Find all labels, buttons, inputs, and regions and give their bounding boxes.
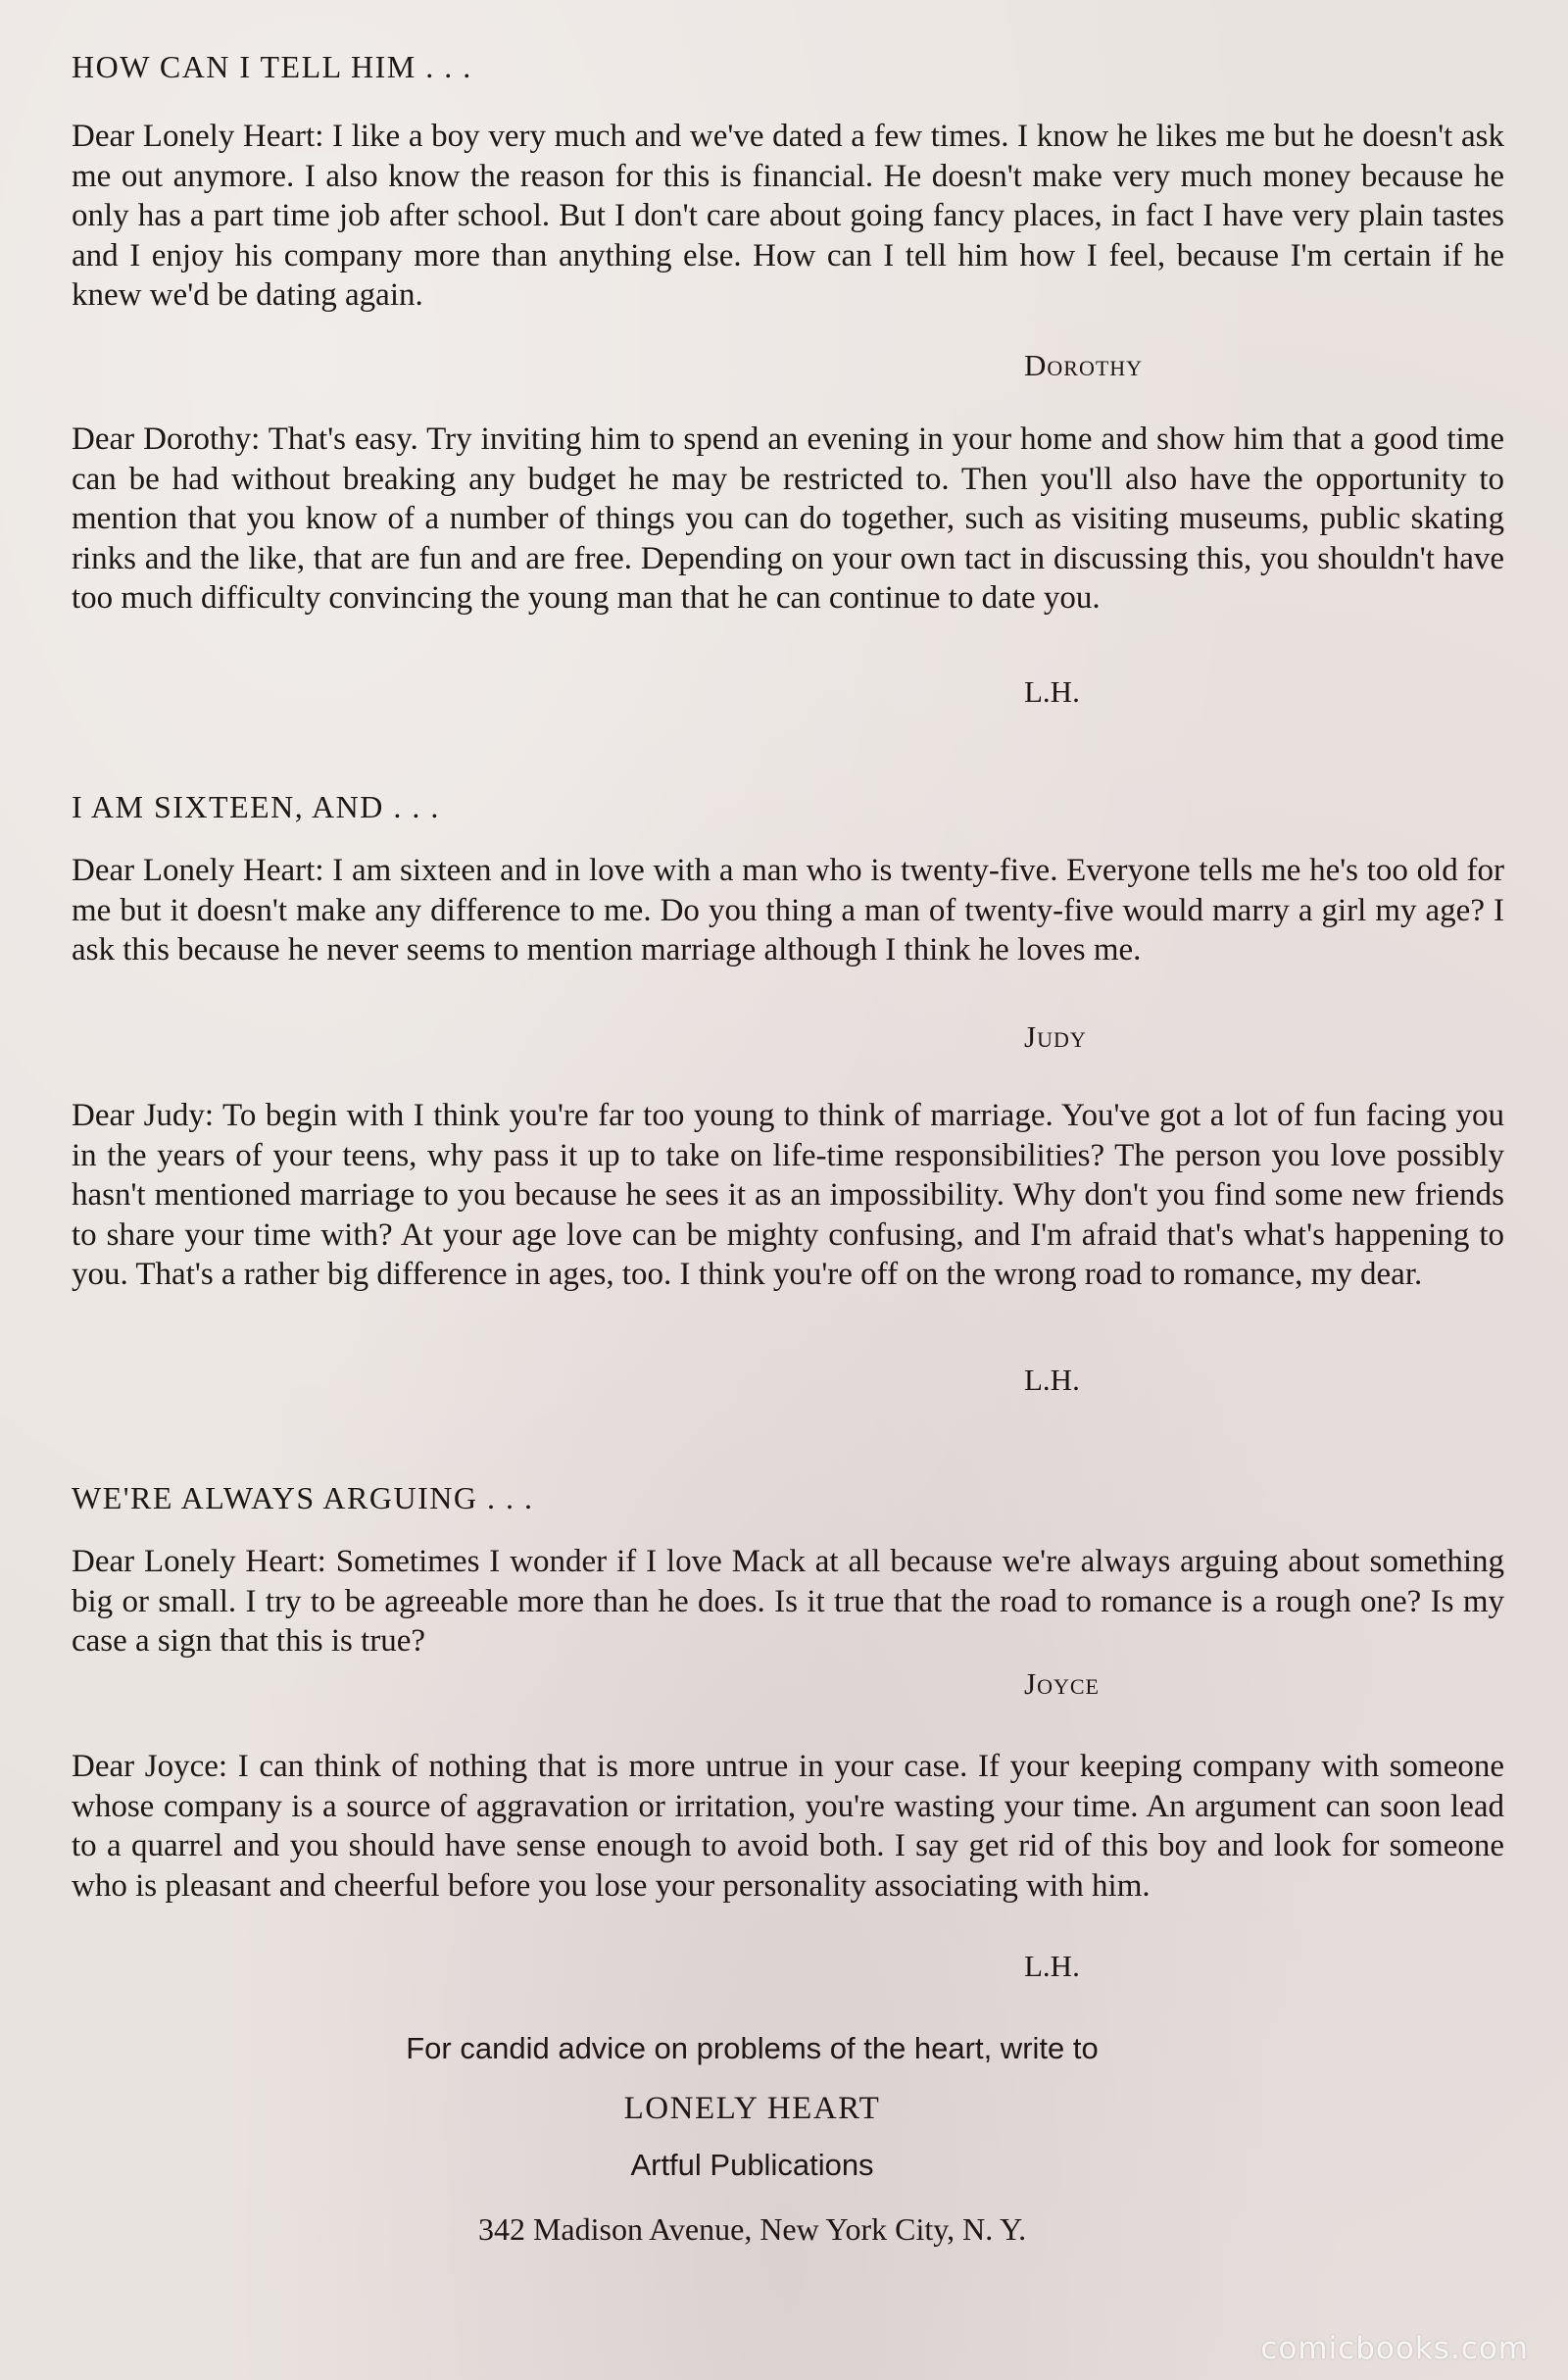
footer-intro: For candid advice on problems of the heart, write to [406,2031,1099,2065]
letter-1-question-salutation: Dear Lonely Heart: [72,119,324,154]
letter-3-question-body: Sometimes I wonder if I love Mack at all because we're always arguing about something big or small. I try to be agreeable more than he does. Is it true that the road to romance is a rough one? Is my case a sign that this is true? [72,1544,1504,1659]
footer-company: Artful Publications [630,2148,874,2182]
letter-3-answer-salutation: Dear Joyce: [72,1749,228,1784]
letter-1-answer-signature: L.H. [1024,674,1080,709]
site-watermark: comicbooks.com [1260,2331,1529,2366]
letter-1-answer [72,420,1504,619]
letter-2-heading: I AM SIXTEEN, AND . . . [72,789,440,824]
letter-3-question [72,1542,1504,1661]
footer-name: LONELY HEART [623,2091,881,2126]
letter-2-answer-signature: L.H. [1024,1363,1080,1397]
letter-1-question-body: I like a boy very much and we've dated a few times. I know he likes me but he doesn't ask me out anymore. I also know the reason for this is financial. He doesn't make very much money because he only has a part time job after school. But I don't care about going fancy places, in fact I have very plain tastes and I enjoy his company more than anything else. How can I tell him how I feel, because I'm certain if he knew we'd be dating again. [72,119,1504,313]
letter-2-question-signature: Judy [1024,1019,1087,1054]
letter-3-question-signature: Joyce [1024,1666,1100,1701]
letter-3-answer [72,1747,1504,1906]
letter-1-answer-body: That's easy. Try inviting him to spend an evening in your home and show him that a good time can be had without breaking any budget he may be restricted to. Then you'll also have the opportunity to mention that you know of a number of things you can do together, such as visiting museums, public skating rinks and the like, that are fun and are free. Depending on your own tact in discussing this, you shouldn't have too much difficulty convincing the young man that he can continue to date you. [72,421,1505,616]
letter-1-heading: HOW CAN I TELL HIM . . . [72,49,472,84]
letter-3-answer-body: I can think of nothing that is more untrue in your case. If your keeping company with someone whose company is a source of aggravation or irritation, you're wasting your time. An argument can soon lead to a quarrel and you should have sense enough to avoid both. I say get rid of this boy and look for someone who is pleasant and cheerful before you lose your personality associating with him. [72,1749,1505,1904]
letter-2-answer-salutation: Dear Judy: [72,1098,215,1133]
letter-2-question-body: I am sixteen and in love with a man who is twenty-five. Everyone tells me he's too old for me but it doesn't make any difference to me. Do you thing a man of twenty-five would marry a girl my age? I ask this because he never seems to mention marriage although I think he loves me. [72,853,1505,967]
letter-2-answer [72,1096,1504,1295]
letter-1-answer-salutation: Dear Dorothy: [72,421,261,457]
letter-3-answer-signature: L.H. [1024,1949,1080,1983]
letter-1-question [72,117,1504,316]
letter-2-question-salutation: Dear Lonely Heart: [72,853,324,888]
letter-2-answer-body: To begin with I think you're far too young to think of marriage. You've got a lot of fun facing you in the years of your teens, why pass it up to take on life-time responsibilities? The person you love possibly hasn't mentioned marriage to you because he sees it as an impossibility. Why don't you find some new friends to share your time with? At your age love can be mighty confusing, and I'm afraid that's what's happening to you. That's a rather big difference in ages, too. I think you're off on the wrong road to romance, my dear. [72,1098,1504,1292]
letter-1-question-signature: Dorothy [1024,348,1144,382]
footer-address: 342 Madison Avenue, New York City, N. Y. [477,2211,1027,2247]
letter-3-heading: WE'RE ALWAYS ARGUING . . . [72,1480,534,1515]
letter-2-question [72,851,1504,970]
letter-3-question-salutation: Dear Lonely Heart: [72,1544,326,1579]
